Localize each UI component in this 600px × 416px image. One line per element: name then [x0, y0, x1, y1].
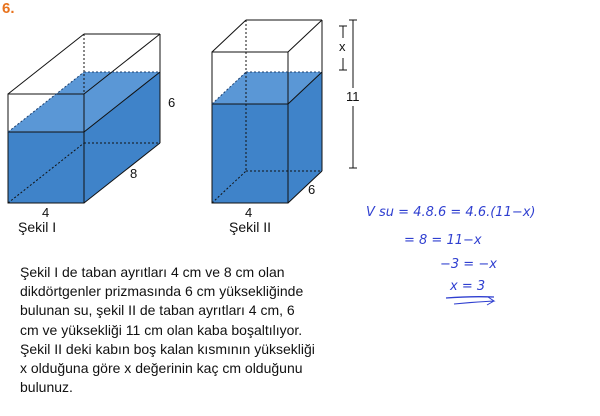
answer-underline	[446, 297, 494, 298]
question-line: Şekil I de taban ayrıtları 4 cm ve 8 cm olan	[20, 264, 285, 280]
figure2-empty-label: x	[339, 39, 346, 54]
figure1-caption: Şekil I	[18, 219, 57, 235]
water-front-face-1	[8, 132, 84, 203]
question-line: bulunan su, şekil II de taban ayrıtları 4 cm, 6	[20, 302, 295, 319]
figure2-height-label: 11	[346, 89, 360, 104]
answer-underline-arrow	[454, 297, 494, 305]
question-line: cm ve yüksekliği 11 cm olan kaba boşaltılıyor.	[20, 321, 303, 338]
question-text	[20, 263, 390, 397]
handwritten-solution	[362, 200, 598, 320]
figure1-water-height-label: 6	[168, 95, 176, 110]
question-line: x olduğuna göre x değerinin kaç cm olduğunu	[20, 360, 303, 377]
question-line: Şekil II deki kabın boş kalan kısmının yüksekliği	[20, 340, 315, 357]
solution-line-2: = 8 = 11−x	[404, 233, 482, 248]
question-line: dikdörtgenler prizmasında 6 cm yüksekliğinde	[20, 283, 304, 300]
figure2-depth-label: 6	[308, 182, 316, 197]
figure1-length-label: 8	[130, 166, 138, 181]
figure1-base-label: 4	[42, 205, 50, 220]
solution-line-4: x = 3	[450, 279, 486, 294]
water-front-face-2	[212, 104, 288, 203]
figure2-caption: Şekil II	[229, 219, 272, 235]
solution-line-3: −3 = −x	[440, 257, 497, 272]
figure2-base-label: 4	[245, 205, 253, 220]
prism-figure-2	[212, 20, 357, 203]
solution-line-1: V su = 4.8.6 = 4.6.(11−x)	[366, 205, 536, 220]
question-number: 6.	[2, 0, 15, 17]
question-line: bulunuz.	[20, 379, 73, 396]
